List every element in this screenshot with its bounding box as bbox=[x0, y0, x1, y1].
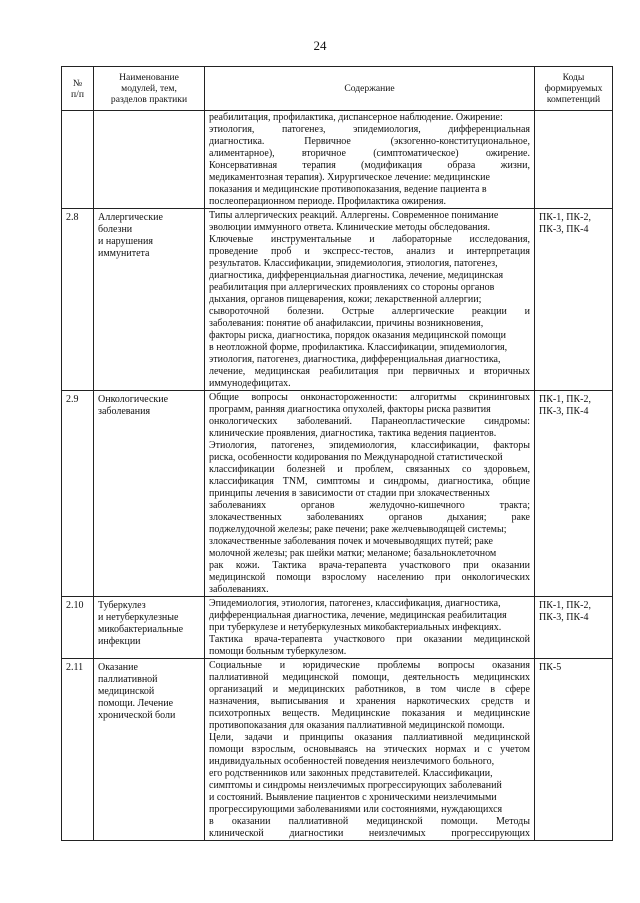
header-num-line: п/п bbox=[71, 88, 84, 100]
module-name bbox=[94, 391, 205, 597]
row-number: 2.8 bbox=[62, 209, 94, 391]
content-line: сывороточной болезни. Острые аллергические реакции и bbox=[209, 306, 530, 317]
content-line: злокачественные заболевания почек и мочевыводящих путей; раке bbox=[209, 536, 493, 547]
module-name-line: иммунитета bbox=[98, 248, 150, 259]
content-line: диагностика, дифференциальная диагностика, лечение, медицинская bbox=[209, 270, 504, 281]
module-name-line: болезни bbox=[98, 224, 133, 235]
competency-codes bbox=[535, 597, 613, 659]
content-line: алиментарное), вторичное (симптоматическое) ожирение. bbox=[209, 148, 530, 159]
content-line: этиология, патогенез, эпидемиология, дифференциальная bbox=[209, 124, 530, 135]
content-line: психотропных веществ. Медицинские показания и медицинские bbox=[209, 708, 530, 719]
competency-codes bbox=[535, 659, 613, 841]
competency-codes bbox=[535, 209, 613, 391]
content-line: Консервативная терапия (модификация образа жизни, bbox=[209, 160, 530, 171]
content-line: факторы риска, диагностика, порядок оказания медицинской помощи bbox=[209, 330, 506, 341]
header-name-line: разделов практики bbox=[110, 94, 188, 105]
content-line: назначения, выписывания и хранения наркотических средств и bbox=[209, 696, 530, 707]
row-number: 2.11 bbox=[62, 659, 94, 841]
content-line: Цели, задачи и принципы оказания паллиативной медицинской bbox=[209, 732, 530, 743]
content-line: лечение, медицинская реабилитация при первичных и вторичных bbox=[209, 366, 530, 377]
module-content bbox=[205, 111, 535, 209]
content-line: принципы лечения в зависимости от стадии при злокачественных bbox=[209, 488, 490, 499]
module-content bbox=[205, 597, 535, 659]
module-name-line: микобактериальные bbox=[98, 624, 184, 635]
table-row bbox=[62, 391, 613, 597]
table-body bbox=[62, 111, 613, 841]
header-content bbox=[205, 67, 535, 111]
header-num-line: № bbox=[72, 77, 83, 89]
module-name-line: заболевания bbox=[98, 406, 151, 417]
content-line: симптомы и синдромы неизлечимых прогрессирующих заболеваний bbox=[209, 780, 502, 791]
content-line: заболеваниях. bbox=[209, 584, 269, 595]
content-line: Социальные и юридические проблемы вопросы оказания bbox=[209, 660, 530, 671]
competency-code-line: ПК-1, ПК-2, bbox=[539, 394, 591, 405]
module-name-line: инфекции bbox=[98, 636, 141, 647]
content-line: Ключевые инструментальные и лабораторные исследования, bbox=[209, 234, 530, 245]
content-line: поджелудочной железы; раке печени; раке желчевыводящей системы; bbox=[209, 524, 507, 535]
competency-code-line: ПК-1, ПК-2, bbox=[539, 212, 591, 223]
module-name-line: Онкологические bbox=[98, 394, 169, 405]
competency-code-line: ПК-1, ПК-2, bbox=[539, 600, 591, 611]
table-row bbox=[62, 597, 613, 659]
content-line: помощи больным туберкулезом. bbox=[209, 646, 347, 657]
content-line: молочной железы; рак шейки матки; меланоме; базальноклеточном bbox=[209, 548, 497, 559]
content-line: при туберкулезе и нетуберкулезных микобактериальных инфекциях. bbox=[209, 622, 502, 633]
table-header-row bbox=[62, 67, 613, 111]
content-line: клинической диагностики неизлечимых прогрессирующих bbox=[209, 828, 530, 839]
header-name bbox=[94, 67, 205, 111]
content-line: классификации болезней и проблем, связанных со здоровьем, bbox=[209, 464, 530, 475]
module-name-line: медицинской bbox=[98, 686, 155, 697]
module-name-line: Туберкулез bbox=[98, 600, 146, 611]
content-line: показания и медицинские противопоказания, ведение пациента в bbox=[209, 184, 487, 195]
content-line: Этиология, патогенез, эпидемиология, классификации, факторы bbox=[209, 440, 530, 451]
content-line: медикаментозная терапия). Хирургическое лечение: медицинские bbox=[209, 172, 490, 183]
competency-code-line: ПК-3, ПК-4 bbox=[539, 406, 589, 417]
header-codes-line: Коды bbox=[562, 72, 585, 83]
module-name bbox=[94, 597, 205, 659]
module-name-line: и нетуберкулезные bbox=[98, 612, 179, 623]
module-name-line: Аллергические bbox=[98, 212, 163, 223]
page-number: 24 bbox=[313, 38, 327, 53]
content-line: классификация TNM, симптомы и синдромы, диагностика, общие bbox=[209, 476, 530, 487]
content-line: клинические проявления, диагностика, тактика ведения пациентов. bbox=[209, 428, 497, 439]
curriculum-table bbox=[61, 66, 613, 841]
content-line: Общие вопросы онконастороженности: алгоритмы скрининговых bbox=[209, 392, 530, 403]
competency-code-line: ПК-3, ПК-4 bbox=[539, 612, 589, 623]
content-line: дыхания, органов пищеварения, кожи; лекарственной аллергии; bbox=[209, 294, 482, 305]
header-codes-line: компетенций bbox=[546, 94, 601, 105]
content-line: в оказании паллиативной медицинской помощи. Методы bbox=[209, 816, 530, 827]
header-codes-line: формируемых bbox=[544, 83, 603, 94]
module-name bbox=[94, 209, 205, 391]
content-line: дифференциальная диагностика, лечение, медицинская реабилитация bbox=[209, 610, 507, 621]
content-line: и состояний. Выявление пациентов с хроническими неизлечимыми bbox=[209, 792, 497, 803]
content-line: медицинской помощи взрослому населению при онкологических bbox=[209, 572, 530, 583]
table-row bbox=[62, 659, 613, 841]
content-line: риска, особенности кодирования по Международной статистической bbox=[209, 452, 503, 463]
content-line: паллиативной медицинской помощи, деятельность медицинских bbox=[209, 672, 530, 683]
content-line: послеоперационном периоде. Профилактика ожирения. bbox=[209, 196, 446, 207]
row-number bbox=[62, 111, 94, 209]
content-line: помощи взрослым, основываясь на этических нормах и с учетом bbox=[209, 744, 530, 755]
content-line: реабилитация при аллергических проявлениях со стороны органов bbox=[209, 282, 495, 293]
module-name bbox=[94, 659, 205, 841]
content-line: Тактика врача-терапевта участкового при оказании медицинской bbox=[209, 634, 530, 645]
content-line: программ, ранняя диагностика опухолей, факторы риска развития bbox=[209, 404, 491, 415]
content-line: индивидуальных особенностей поведения неизлечимого больного, bbox=[209, 756, 495, 767]
table-row bbox=[62, 209, 613, 391]
content-line: организаций и медицинских работников, в том числе в сфере bbox=[209, 684, 530, 695]
content-line: онкологических заболеваний. Паранеопластические синдромы: bbox=[209, 416, 530, 427]
row-number: 2.9 bbox=[62, 391, 94, 597]
competency-codes bbox=[535, 111, 613, 209]
module-content bbox=[205, 659, 535, 841]
content-line: заболеваниях органов желудочно-кишечного тракта; bbox=[209, 500, 530, 511]
header-num bbox=[62, 67, 94, 111]
competency-codes bbox=[535, 391, 613, 597]
content-line: проведение проб и экспресс-тестов, анализ и интерпретация bbox=[209, 246, 530, 257]
module-content bbox=[205, 391, 535, 597]
content-line: иммунодефицитах. bbox=[209, 378, 291, 389]
content-line: заболевания: понятие об анафилаксии, причины возникновения, bbox=[209, 318, 484, 329]
table-row bbox=[62, 111, 613, 209]
content-line: противопоказания для оказания паллиативной медицинской помощи. bbox=[209, 720, 505, 731]
content-line: эволюции иммунного ответа. Клинические методы обследования. bbox=[209, 222, 490, 233]
module-name-line: хронической боли bbox=[98, 710, 176, 721]
header-codes bbox=[535, 67, 613, 111]
competency-code-line: ПК-3, ПК-4 bbox=[539, 224, 589, 235]
header-name-line: Наименование bbox=[119, 72, 179, 83]
content-line: результатов. Классификации, эпидемиология, этиология, патогенез, bbox=[209, 258, 498, 269]
header-content-label: Содержание bbox=[344, 83, 395, 94]
module-name-line: и нарушения bbox=[98, 236, 153, 247]
content-line: в неотложной форме, профилактика. Классификации, эпидемиология, bbox=[209, 342, 508, 353]
content-line: прогрессирующими заболеваниями или состояниями, нуждающихся bbox=[209, 804, 503, 815]
module-name-line: паллиативной bbox=[98, 674, 158, 685]
row-number: 2.10 bbox=[62, 597, 94, 659]
content-line: Типы аллергических реакций. Аллергены. Современное понимание bbox=[209, 210, 499, 221]
module-name-line: Оказание bbox=[98, 662, 138, 673]
module-content bbox=[205, 209, 535, 391]
header-name-line: модулей, тем, bbox=[121, 83, 177, 94]
content-line: рак кожи. Тактика врача-терапевта участкового при оказании bbox=[209, 560, 530, 571]
content-line: его родственников или законных представителей. Классификации, bbox=[209, 768, 493, 779]
competency-code-line: ПК-5 bbox=[539, 662, 562, 673]
module-name-line: помощи. Лечение bbox=[98, 698, 174, 709]
content-line: реабилитация, профилактика, диспансерное наблюдение. Ожирение: bbox=[209, 112, 503, 123]
content-line: злокачественных заболеваниях органов дыхания; раке bbox=[209, 512, 530, 523]
content-line: диагностика. Первичное (экзогенно-конституциональное, bbox=[209, 136, 530, 147]
module-name bbox=[94, 111, 205, 209]
content-line: Эпидемиология, этиология, патогенез, классификация, диагностика, bbox=[209, 598, 501, 609]
content-line: этиология, патогенез, диагностика, дифференциальная диагностика, bbox=[209, 354, 501, 365]
